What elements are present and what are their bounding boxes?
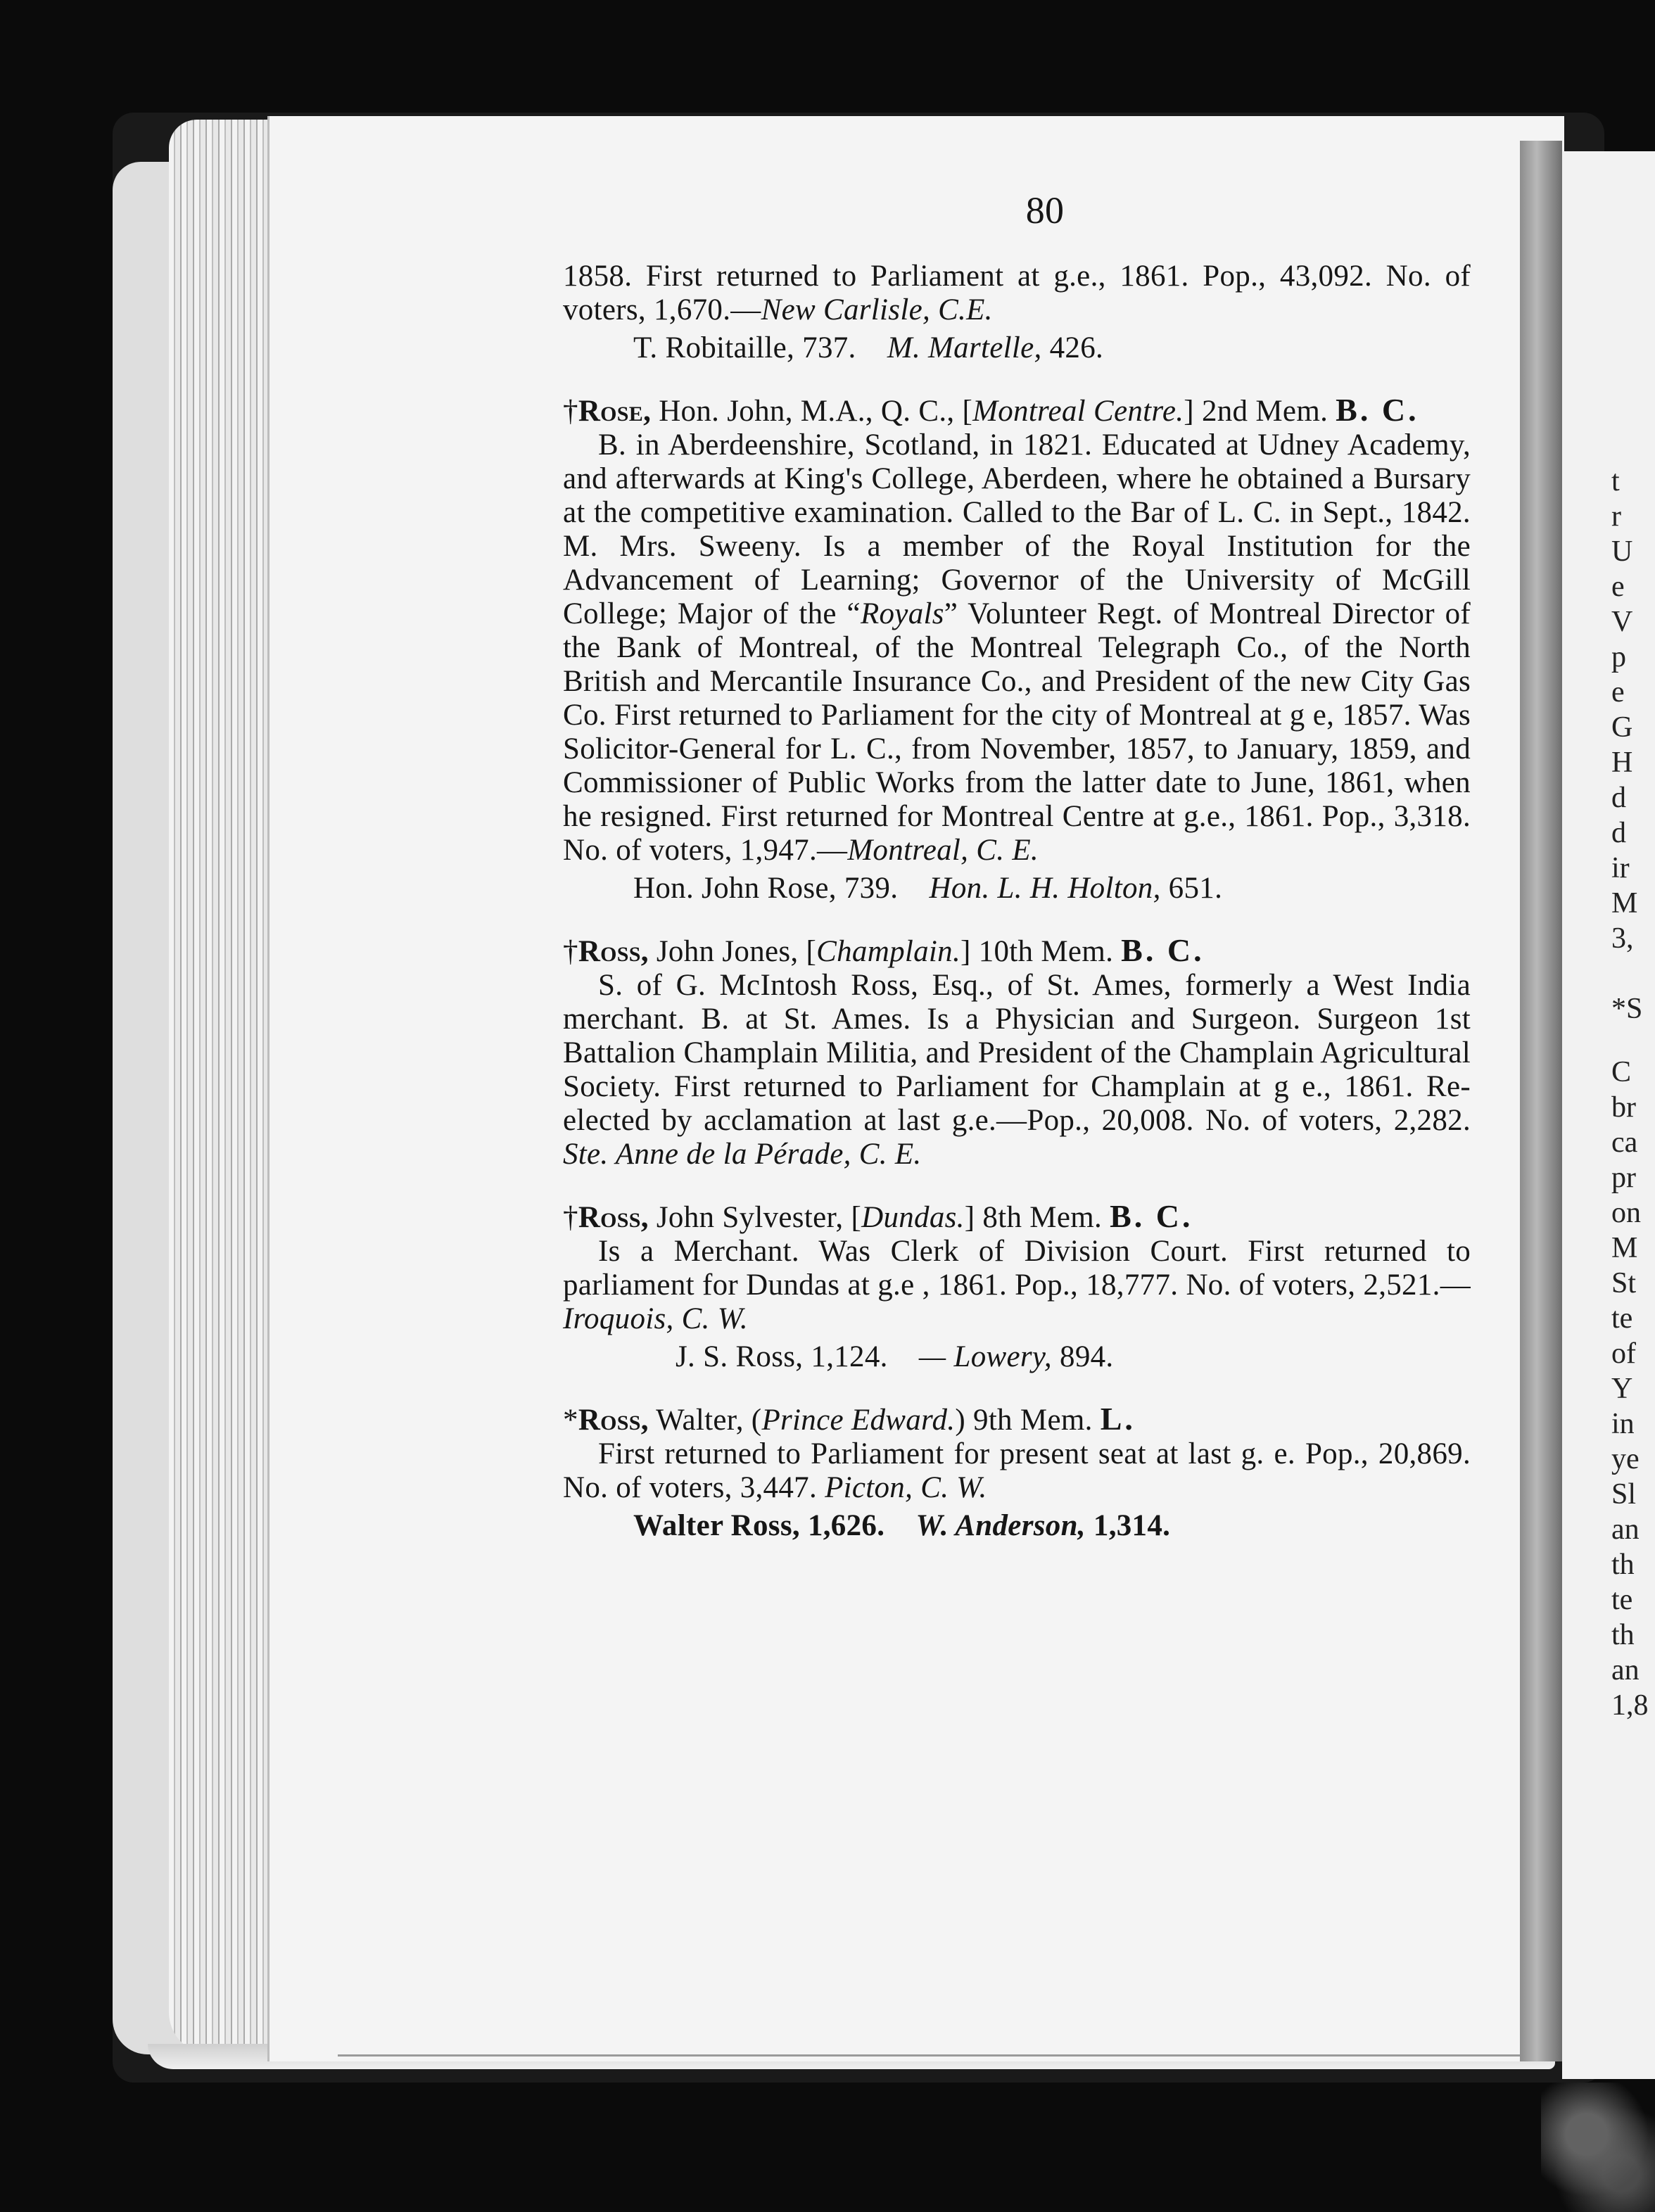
entry-ross-john-jones [563,934,1471,1171]
result-winner: Walter Ross, 1,626. [633,1509,885,1542]
entry-place: Ste. Anne de la Pérade, C. E. [563,1138,922,1171]
facing-page-fragment: 3, [1611,922,1634,955]
result-winner: Hon. John Rose, 739. [633,872,899,905]
entry-riding: Montreal Centre. [972,395,1184,428]
top-place: New Carlisle, C.E. [761,293,993,326]
entry-riding: Champlain. [816,935,961,968]
entry-election-result [563,1340,1471,1374]
facing-page-fragment: t [1611,465,1620,497]
entry-election-result [563,1509,1471,1543]
result-runner-up-votes: 426. [1041,331,1104,364]
entry-biography [563,969,1471,1171]
entry-heading [563,1200,1471,1235]
result-runner-up-votes: 1,314. [1085,1509,1171,1542]
entry-mark: * [563,1404,578,1437]
facing-page-fragment: br [1611,1091,1636,1124]
biography-text: First returned to Parliament for present seat at last g. e. Pop., 20,869. No. of voters, 3,447. [563,1437,1471,1504]
facing-page-fragment: pr [1611,1162,1636,1194]
facing-page-fragment: d [1611,817,1626,849]
entry-party: B. C. [1336,392,1419,428]
entry-election-result [563,872,1471,905]
entry-name: Ross, [578,935,649,968]
entry-title: John Sylvester, [ [648,1201,862,1234]
result-runner-up-votes: 651. [1160,872,1223,905]
entry-place: Montreal, C. E. [847,834,1039,867]
entry-member: ) 9th Mem. [955,1404,1101,1437]
facing-page-fragment: C [1611,1056,1632,1088]
facing-page-fragment: te [1611,1302,1633,1335]
facing-page-fragment: St [1611,1267,1637,1299]
result-runner-up-votes: 894. [1051,1340,1114,1373]
facing-page-fragment: on [1611,1197,1641,1229]
result-winner: J. S. Ross, 1,124. [676,1340,888,1373]
top-election-result [563,331,1471,365]
page-number: 80 [1025,189,1065,231]
book-gutter [1520,141,1562,2061]
facing-page-fragment: V [1611,606,1633,638]
facing-page-fragment: U [1611,535,1633,568]
entry-biography [563,1437,1471,1505]
facing-page-fragment: in [1611,1408,1635,1440]
entry-ross-john-sylvester [563,1200,1471,1374]
result-runner-up: M. Martelle, [887,331,1042,364]
biography-text-rest: ” Volunteer Regt. of Montreal Director of the Bank of Montreal, of the Montreal Telegraph Co., of the North British and Mercantile Insurance Co., and President of the new City Gas Co. First returned to Parliament for the city of Montreal at g e, 1857. Was Solicitor-General for L. C., from November, 1857, to January, 1859, and Commissioner of Public Works from the latter date to June, 1861, when he resigned. First returned for Montreal Centre at g.e., 1861. Pop., 3,318. No. of voters, 1,947.— [563,597,1471,867]
entry-name: Ross, [578,1201,649,1234]
entry-title: Walter, ( [648,1404,762,1437]
facing-page-fragment: an [1611,1654,1640,1686]
facing-page-fragment: an [1611,1513,1640,1546]
entry-mark: † [563,1201,578,1234]
facing-page-fragment: 1,8 [1611,1689,1649,1722]
result-runner-up: — Lowery, [918,1340,1052,1373]
facing-page-fragment: r [1611,500,1621,533]
result-runner-up: W. Anderson, [915,1509,1086,1542]
entry-member: ] 8th Mem. [964,1201,1110,1234]
entry-party: B. C. [1121,932,1205,968]
entry-riding: Prince Edward. [761,1404,956,1437]
facing-page-fragment: M [1611,887,1638,920]
facing-page-fragment: of [1611,1337,1636,1370]
entry-heading [563,393,1471,428]
facing-page-fragment: te [1611,1584,1633,1616]
facing-page-fragment: p [1611,641,1626,673]
entry-place: Picton, C. W. [825,1471,987,1504]
entry-mark: † [563,395,578,428]
entry-ross-walter [563,1402,1471,1543]
entry-title: Hon. John, M.A., Q. C., [ [651,395,973,428]
facing-page-fragment: H [1611,746,1633,779]
entry-biography [563,1235,1471,1336]
facing-page-fragment: *S [1611,993,1643,1025]
facing-page-fragment: e [1611,571,1625,603]
entry-name: Rose, [578,395,652,428]
entry-title: John Jones, [ [648,935,817,968]
entry-member: ] 10th Mem. [960,935,1122,968]
entry-place: Iroquois, C. W. [563,1302,748,1335]
facing-page-fragment: G [1611,711,1633,744]
facing-page-fragment: e [1611,676,1625,708]
result-runner-up: Hon. L. H. Holton, [929,872,1161,905]
facing-page-fragment: Sl [1611,1478,1637,1511]
entry-heading [563,934,1471,969]
facing-page-fragment: th [1611,1619,1635,1651]
facing-page-fragment: ye [1611,1443,1640,1475]
biography-text: Is a Merchant. Was Clerk of Division Court. First returned to parliament for Dundas at g.e , 1861. Pop., 18,777. No. of voters, 2,521.— [563,1235,1471,1302]
entry-mark: † [563,935,578,968]
facing-page-fragment: Y [1611,1373,1633,1405]
entry-biography [563,428,1471,867]
entry-name: Ross, [578,1404,649,1437]
page-crease [338,2054,1534,2057]
biography-text: B. in Aberdeenshire, Scotland, in 1821. Educated at Udney Academy, and afterwards at King's College, Aberdeen, where he obtained a Bursary at the competitive examination. Called to the Bar of L. C. in Sept., 1842. M. Mrs. Sweeny. Is a member of the Royal Institution for the Advancement of Learning; Governor of the University of McGill College; Major of the “ [563,428,1471,630]
top-line-1: 1858. First returned to Parliament at g.e., 1861. Pop., [563,260,1267,293]
entry-member: ] 2nd Mem. [1184,395,1336,428]
entry-party: B. C. [1110,1198,1193,1234]
top-continued-text [563,260,1471,327]
top-line-2: 43,092. No. of voters, 1,670.— [563,260,1471,326]
facing-page-fragment: ca [1611,1126,1638,1159]
entry-rose-john [563,393,1471,905]
facing-page-fragment: M [1611,1232,1638,1264]
entry-heading [563,1402,1471,1437]
page-text [563,189,1471,1543]
biography-text: S. of G. McIntosh Ross, Esq., of St. Ames, formerly a West India merchant. B. at St. Ames. Is a Physician and Surgeon. Surgeon 1st Battalion Champlain Militia, and President of the Champlain Agricultural Society. First returned to Parliament for Champlain at g e., 1861. Re-elected by acclamation at last g.e.—Pop., 20,008. No. of voters, 2,282. [563,969,1471,1137]
scan-corner-artifact [1541,2083,1655,2212]
entry-riding: Dundas. [861,1201,965,1234]
facing-page [1562,151,1655,2079]
facing-page-fragment: th [1611,1549,1635,1581]
entry-party: L. [1100,1401,1136,1437]
biography-italic: Royals [860,597,944,630]
result-winner: T. Robitaille, 737. [633,331,856,364]
facing-page-fragment: ir [1611,852,1630,884]
facing-page-fragment: d [1611,782,1626,814]
